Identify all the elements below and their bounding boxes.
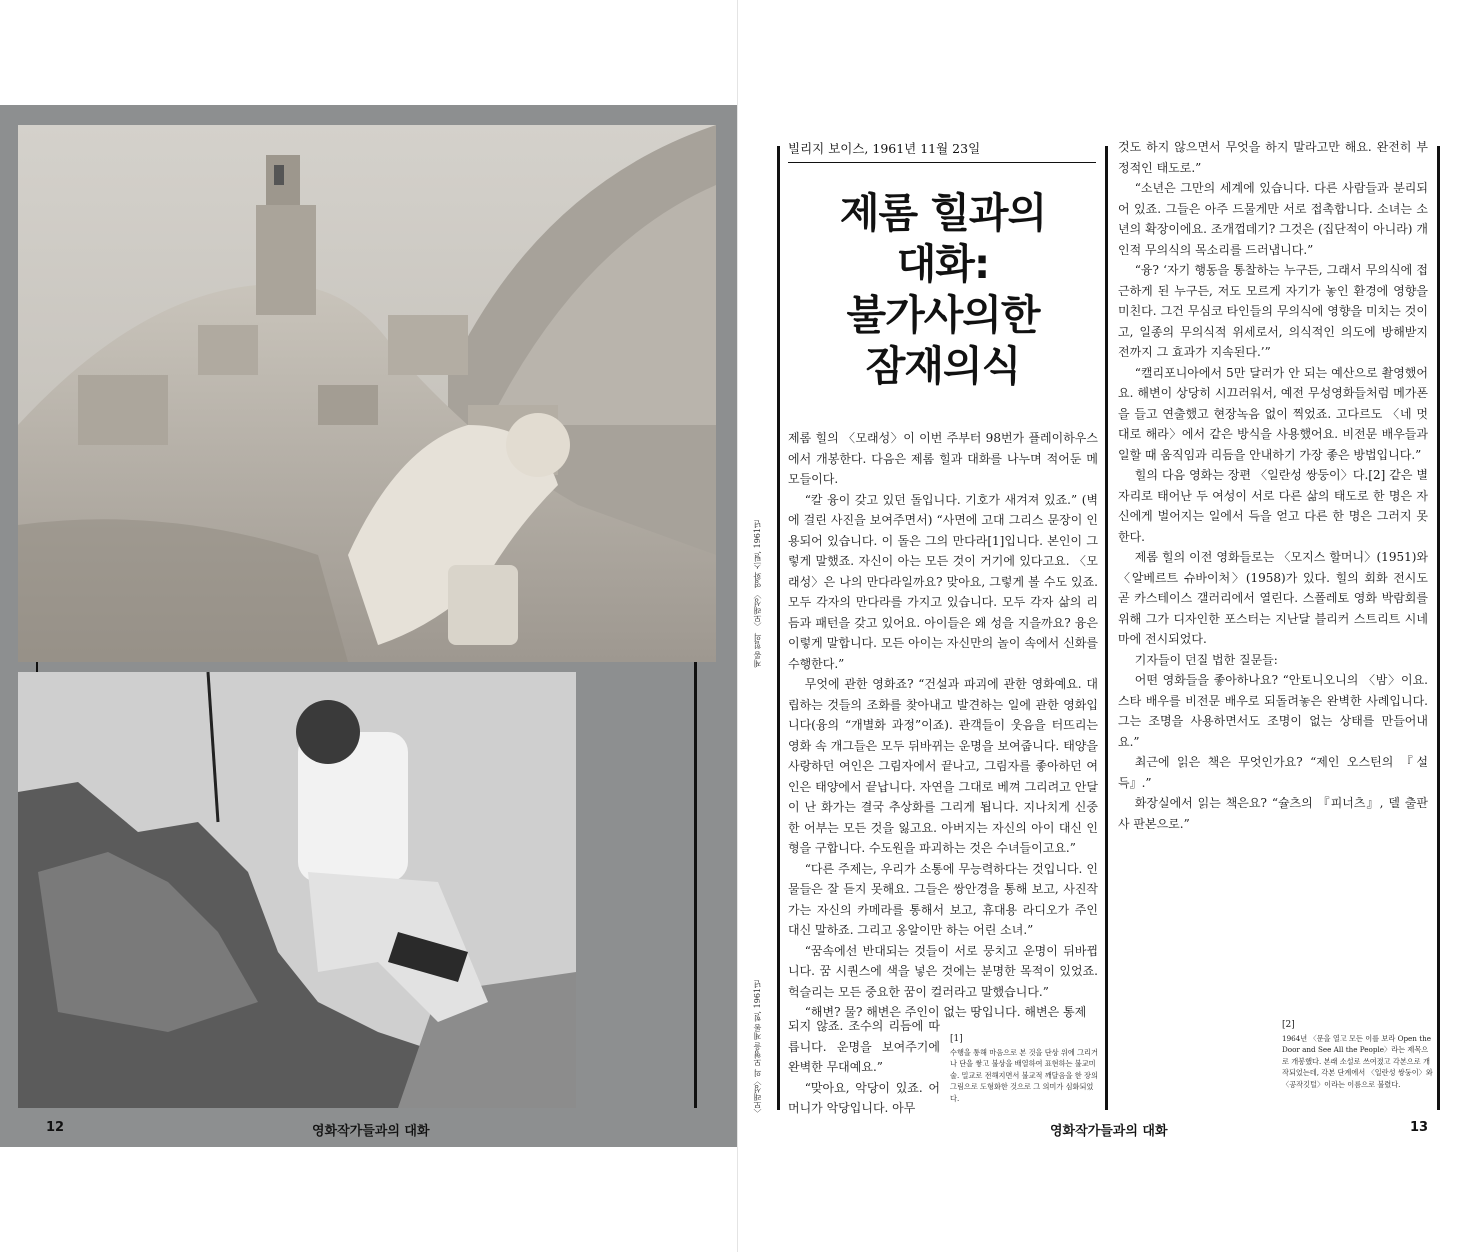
running-title-right: 영화작가들과의 대화 [1050, 1124, 1168, 1139]
footnote-1 [950, 1034, 1100, 1104]
paragraph: 제롬 힐의 〈모래성〉이 이번 주부터 98번가 플레이하우스에서 개봉한다. 다음은 제롬 힐과 대화를 나누며 적어둔 메모들이다. [788, 431, 1098, 486]
paragraph: “해변? 물? 해변은 주인이 없는 땅입니다. 해변은 통제 [804, 1005, 1087, 1019]
body-column-1-tail [788, 1016, 940, 1119]
paragraph: 무엇에 관한 영화죠? “건설과 파괴에 관한 영화예요. 대립하는 것들의 조화를 찾아내고 발견하는 일에 관한 영화입니다(융의 “개별화 과정”이죠). 관객들이 웃음을 터뜨리는 영화 속 개그들은 모두 뒤바뀌는 운명을 보여줍니다. 태양을 사랑하던 여인은 그림자에서 끝나고, 그림자를 좋아하던 여인은 태양에서 끝납니다. 자연을 그대로 베껴 그리려고 안달이 난 화가는 결국 추상화를 그리게 됩니다. 지나치게 신중한 어부는 모든 것을 잃고요. 아버지는 자신의 아이 대신 인형을 구합니다. 수도원을 파괴하는 것은 수녀들이고요.” [788, 677, 1098, 855]
column-rule [777, 146, 780, 1110]
footnote-marker: [1] [950, 1034, 963, 1044]
sandcastle-child-photo [18, 125, 716, 662]
paragraph: 최근에 읽은 책은 무엇인가요? “제인 오스틴의 『설득』.” [1118, 755, 1428, 790]
body-column-2 [1118, 137, 1428, 834]
footnote-text: 수행을 통해 마음으로 본 것을 단상 위에 그리거나 단을 쌓고 불상을 배열하여 표현하는 불교미술. 밀교로 전해지면서 불교적 깨달음을 한 장의 그림으로 도형화한 것으로 그 의미가 심화되었다. [950, 1047, 1098, 1103]
paragraph: “캘리포니아에서 5만 달러가 안 되는 예산으로 촬영했어요. 해변이 상당히 시끄러워서, 예전 무성영화들처럼 메가폰을 들고 연출했고 현장녹음 없이 찍었죠. 고다르도 〈네 멋대로 해라〉에서 같은 방식을 사용했어요. 비전문 배우들과 일할 때 움직임과 리듬을 안내하기 가장 좋은 방법입니다.” [1118, 365, 1428, 462]
paragraph: 기자들이 던질 법한 질문들: [1134, 652, 1278, 667]
paragraph: 것도 하지 않으면서 무엇을 하지 말라고만 해요. 완전히 부정적인 태도로.” [1118, 140, 1428, 175]
headline-line: 잠재의식 [865, 342, 1021, 390]
page-number-right: 13 [1410, 1120, 1429, 1135]
paragraph: 되지 않죠. 조수의 리듬에 따릅니다. 운명을 보여주기에 완벽한 무대예요.” [788, 1019, 940, 1074]
column-rule [1437, 146, 1440, 1110]
layout-tick-mark [36, 662, 38, 672]
paragraph: “다른 주제는, 우리가 소통에 무능력하다는 것입니다. 인물들은 잘 듣지 못해요. 그들은 쌍안경을 통해 보고, 사진작가는 자신의 카메라를 통해서 보고, 휴대용 라디오가 주인 대신 말하죠. 그리고 옹알이만 하는 어린 소녀.” [788, 861, 1098, 937]
headline-line: 대화: [896, 240, 990, 288]
paragraph: “소년은 그만의 세계에 있습니다. 다른 사람들과 분리되어 있죠. 그들은 아주 드물게만 서로 접촉합니다. 소녀는 소년의 확장이에요. 조개껍데기? 그것은 (집단적이 아니라) 개인적 무의식의 목소리를 드러냅니다.” [1118, 181, 1428, 257]
running-title-left: 영화작가들과의 대화 [312, 1124, 430, 1139]
paragraph: 힐의 다음 영화는 장편 〈일란성 쌍둥이〉다.[2] 같은 별자리로 태어난 두 여성이 서로 다른 삶의 태도로 한 명은 자신에게 벌어지는 일에서 득을 얻고 다른 한 명은 그러지 못한다. [1118, 468, 1428, 544]
column-rule [694, 662, 697, 1108]
paragraph: “칼 융이 갖고 있던 돌입니다. 기호가 새겨져 있죠.” (벽에 걸린 사진을 보여주면서) “사면에 고대 그리스 문장이 인용되어 있습니다. 이 돌은 그의 만다라[1]입니다. 본인이 그렇게 말했죠. 자신이 아는 모든 것이 거기에 있다고요. 〈모래성〉은 나의 만다라일까요? 맞아요, 그렇게 볼 수도 있죠. 모두 각자의 만다라를 가지고 있습니다. 모두 각자 삶의 리듬과 패턴을 갖고 있어요. 아이들은 왜 성을 지을까요? 융은 이렇게 말합니다. 모든 아이는 자신만의 놀이 속에서 신화를 수행한다.” [788, 492, 1098, 671]
paragraph: “융? ‘자기 행동을 통찰하는 누구든, 그래서 무의식에 접근하게 된 누구든, 저도 모르게 자기가 놓인 환경에 영향을 미친다. 그건 무심코 타인들의 무의식에 영향을 미치는 것이고, 일종의 무의식적 위세로서, 의식적인 의도에 방해받지 전까지 그 효과가 지속된다.’” [1118, 263, 1428, 359]
photo-bottom-caption: 〈모래성〉의 모형을 제롬 힐, 1961년 [753, 980, 762, 1118]
column-rule [1105, 146, 1108, 1110]
page-number-left: 12 [46, 1120, 65, 1135]
paragraph: 화장실에서 읽는 책은요? “슐츠의 『피너츠』, 델 출판사 판본으로.” [1118, 796, 1428, 831]
book-spine [737, 0, 738, 1252]
footnote-text: 1964년 〈문을 열고 모든 이를 보라 Open the Door and See All the People〉라는 제목으로 개봉했다. 본래 소설로 쓰여졌고 각본으로 개작되었는데, 각본 단계에서 〈일란성 쌍둥이〉와 〈공작깃털〉이라는 이름으로 불렸다. [1282, 1033, 1433, 1089]
headline-line: 불가사의한 [846, 291, 1040, 339]
paragraph: 어떤 영화들을 좋아하나요? “안토니오니의 〈밤〉이요. 스타 배우를 비전문 배우로 되돌려놓은 완벽한 사례입니다. 그는 조명을 사용하면서도 조명이 없는 상태를 만들어내요.” [1118, 673, 1428, 749]
paragraph: 제롬 힐의 이전 영화들로는 〈모지스 할머니〉(1951)와 〈알베르트 슈바이처〉(1958)가 있다. 힐의 회화 전시도 곧 카스테이스 갤러리에서 열린다. 스폴레토 영화 박람회를 위해 그가 디자인한 포스터는 지난달 블리커 스트리트 시네마에 전시되었다. [1118, 550, 1428, 646]
paragraph: “맞아요, 악당이 있죠. 어머니가 악당입니다. 아무 [788, 1080, 940, 1115]
dateline: 빌리지 보이스, 1961년 11월 23일 [788, 141, 981, 156]
article-headline [790, 188, 1096, 392]
left-page [0, 0, 737, 1252]
man-building-model-photo [18, 672, 576, 1108]
photo-top-caption: 제롬 힐의 〈모래성〉 영화 스틸, 1961년 [753, 520, 762, 668]
footnote-2 [1282, 1020, 1434, 1090]
body-column-1 [788, 428, 1098, 1023]
headline-line: 제롬 힐과의 [839, 189, 1047, 237]
dateline-rule [788, 162, 1096, 163]
footnote-marker: [2] [1282, 1020, 1295, 1030]
paragraph: “꿈속에선 반대되는 것들이 서로 뭉치고 운명이 뒤바뀝니다. 꿈 시퀀스에 색을 넣은 것에는 분명한 목적이 있었죠. 헉슬리는 모든 중요한 꿈이 컬러라고 말했습니다.” [788, 943, 1098, 999]
